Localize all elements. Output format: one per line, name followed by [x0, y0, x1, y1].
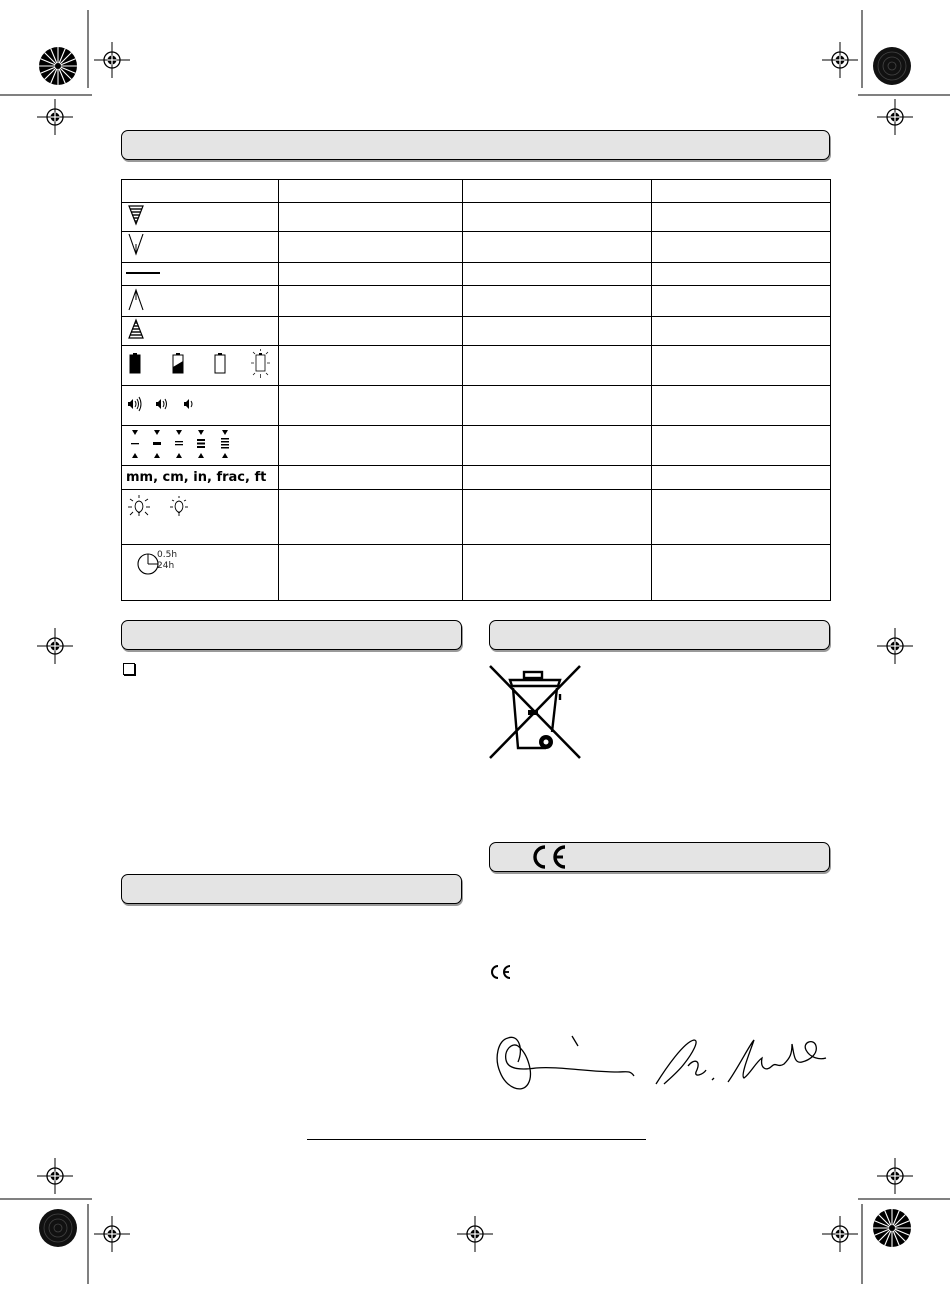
arrow-down-outline-icon — [122, 232, 279, 263]
table-row — [122, 490, 831, 545]
table-header-row — [122, 180, 831, 203]
center-line-icon — [122, 263, 279, 286]
crossed-out-wheelie-bin-icon — [488, 664, 582, 760]
table-row — [122, 466, 831, 490]
section-header-display — [121, 130, 830, 160]
table-header-cell — [463, 180, 652, 203]
ce-mark-icon — [530, 844, 570, 870]
arrow-up-outline-icon — [122, 286, 279, 317]
arrow-up-filled-icon — [122, 317, 279, 346]
section-header-ce — [489, 842, 830, 872]
illumination-levels-icon — [122, 490, 279, 545]
signatures — [488, 1028, 833, 1096]
battery-levels-icon — [122, 346, 279, 386]
table-header-cell — [279, 180, 463, 203]
timer-long: 24h — [157, 561, 175, 571]
section-header-disposal — [489, 620, 830, 650]
table-row — [122, 286, 831, 317]
table-row — [122, 263, 831, 286]
timer-icon — [122, 545, 279, 601]
footer-rule — [307, 1139, 646, 1140]
timer-short: 0.5h — [157, 550, 178, 560]
section-header-left-2 — [121, 874, 462, 904]
checkbox-bullet — [123, 663, 135, 675]
table-row — [122, 346, 831, 386]
display-symbols-table — [121, 179, 831, 601]
units-label: mm, cm, in, frac, ft — [126, 470, 267, 485]
section-header-left-1 — [121, 620, 462, 650]
volume-levels-icon — [122, 386, 279, 426]
arrow-down-filled-icon — [122, 203, 279, 232]
table-row — [122, 317, 831, 346]
table-row — [122, 232, 831, 263]
table-header-cell — [652, 180, 831, 203]
table-row — [122, 386, 831, 426]
table-header-cell — [122, 180, 279, 203]
table-row — [122, 203, 831, 232]
ce-mark-small-icon — [489, 964, 513, 980]
tolerance-levels-icon — [122, 426, 279, 466]
table-row — [122, 545, 831, 601]
table-row — [122, 426, 831, 466]
